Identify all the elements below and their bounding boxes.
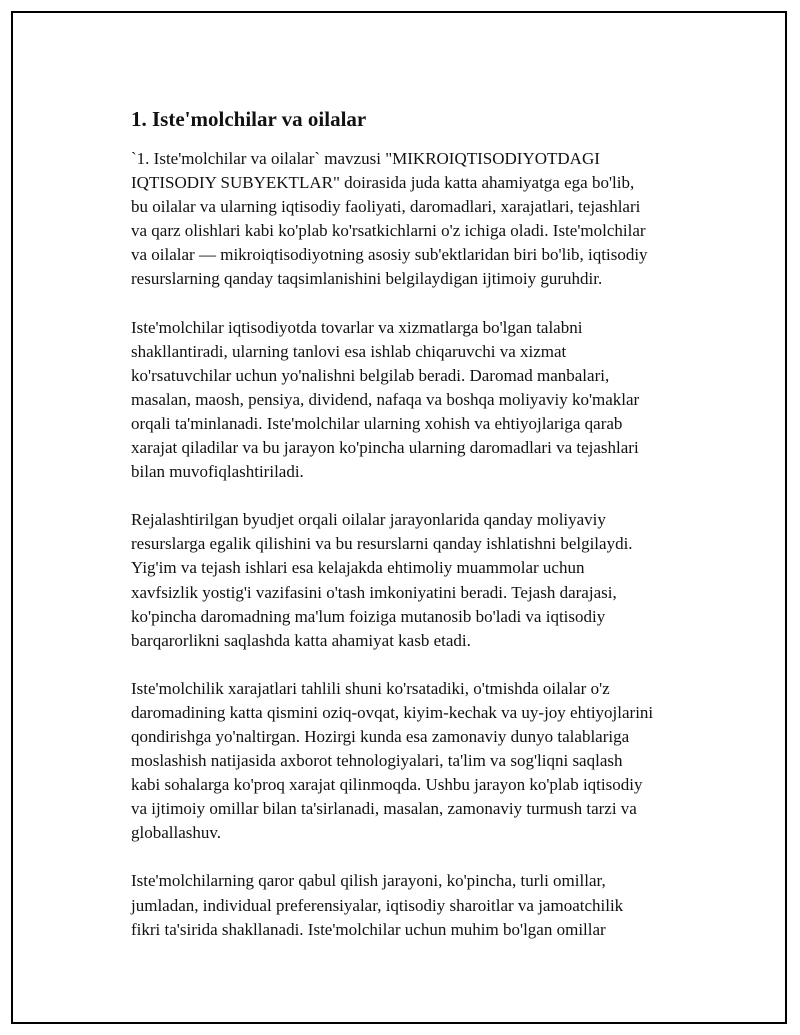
text-line: Iste'molchilar iqtisodiyotda tovarlar va xizmatlarga bo'lgan talabni — [131, 317, 583, 337]
text-line: orqali ta'minlanadi. Iste'molchilar ularning xohish va ehtiyojlariga qarab — [131, 413, 623, 433]
text-line: ko'pincha daromadning ma'lum foiziga mutanosib bo'ladi va iqtisodiy — [131, 606, 606, 626]
paragraph-5 — [131, 869, 701, 941]
text-line: Yig'im va tejash ishlari esa kelajakda ehtimoliy muammolar uchun — [131, 558, 585, 578]
text-line: Rejalashtirilgan byudjet orqali oilalar jarayonlarida qanday moliyaviy — [131, 510, 606, 530]
paragraph-2 — [131, 316, 701, 485]
text-line: xarajat qiladilar va bu jarayon ko'pincha ularning daromadlari va tejashlari — [131, 438, 639, 458]
paragraph-1 — [131, 147, 701, 292]
text-line: fikri ta'sirida shakllanadi. Iste'molchilar uchun muhim bo'lgan omillar — [131, 919, 606, 939]
section-heading: 1. Iste'molchilar va oilalar — [131, 107, 367, 131]
text-line: IQTISODIY SUBYEKTLAR" doirasida juda katta ahamiyatga ega bo'lib, — [131, 173, 635, 193]
text-line: xavfsizlik yostig'i vazifasini o'tash imkoniyatini beradi. Tejash darajasi, — [131, 582, 617, 602]
text-line: ko'rsatuvchilar uchun yo'nalishni belgilab beradi. Daromad manbalari, — [131, 365, 610, 385]
page-frame — [11, 11, 787, 1024]
text-line: qondirishga yo'naltirgan. Hozirgi kunda esa zamonaviy dunyo talablariga — [131, 726, 630, 746]
paragraph-3 — [131, 508, 701, 653]
text-line: barqarorlikni saqlashda katta ahamiyat kasb etadi. — [131, 630, 471, 650]
text-line: kabi sohalarga ko'proq xarajat qilinmoqda. Ushbu jarayon ko'plab iqtisodiy — [131, 775, 643, 795]
text-line: Iste'molchilik xarajatlari tahlili shuni ko'rsatadiki, o'tmishda oilalar o'z — [131, 678, 610, 698]
text-line: jumladan, individual preferensiyalar, iqtisodiy sharoitlar va jamoatchilik — [131, 895, 624, 915]
text-line: masalan, maosh, pensiya, dividend, nafaqa va boshqa moliyaviy ko'maklar — [131, 389, 640, 409]
text-line: resurslarga egalik qilishini va bu resurslarni qanday ishlatishni belgilaydi. — [131, 534, 633, 554]
text-line: globallashuv. — [131, 823, 222, 843]
text-line: `1. Iste'molchilar va oilalar` mavzusi "MIKROIQTISODIYOTDAGI — [131, 149, 600, 168]
document-body — [131, 105, 701, 966]
text-line: shakllantiradi, ularning tanlovi esa ishlab chiqaruvchi va xizmat — [131, 341, 567, 361]
text-line: va oilalar — mikroiqtisodiyotning asosiy sub'ektlaridan biri bo'lib, iqtisodiy — [131, 245, 648, 265]
text-line: daromadining katta qismini oziq-ovqat, kiyim-kechak va uy-joy ehtiyojlarini — [131, 702, 654, 722]
text-line: va ijtimoiy omillar bilan ta'sirlanadi, masalan, zamonaviy turmush tarzi va — [131, 799, 637, 819]
text-line: Iste'molchilarning qaror qabul qilish jarayoni, ko'pincha, turli omillar, — [131, 871, 606, 891]
text-line: moslashish natijasida axborot tehnologiyalari, ta'lim va sog'liqni saqlash — [131, 751, 623, 771]
text-line: resurslarning qanday taqsimlanishini belgilaydigan ijtimoiy guruhdir. — [131, 269, 603, 289]
text-line: bilan muvofiqlashtiriladi. — [131, 462, 304, 482]
text-line: bu oilalar va ularning iqtisodiy faoliyati, daromadlari, xarajatlari, tejashlari — [131, 197, 641, 217]
paragraph-4 — [131, 677, 701, 846]
text-line: va qarz olishlari kabi ko'plab ko'rsatkichlarni o'z ichiga oladi. Iste'molchilar — [131, 221, 646, 241]
